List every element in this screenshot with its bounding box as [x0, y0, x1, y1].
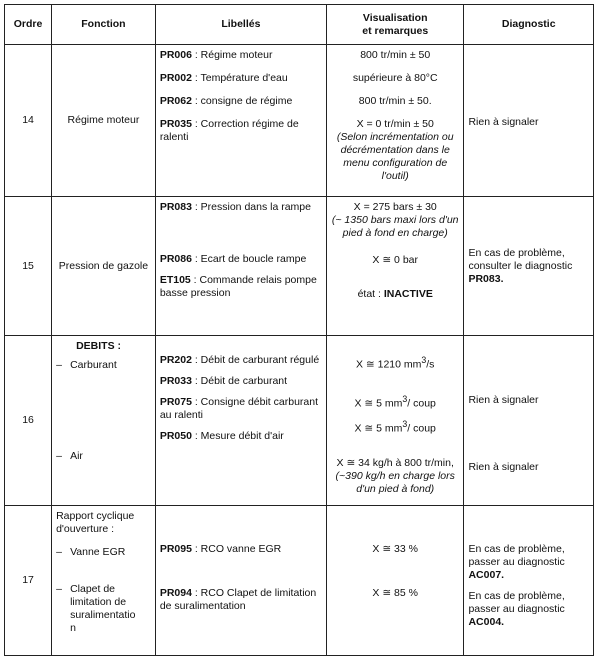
fonction-sub-item: Vanne EGR — [70, 546, 126, 558]
diagnostic-cell — [464, 506, 594, 656]
diagnostic-table-page — [4, 4, 594, 656]
param-value — [331, 393, 460, 411]
param-value: supérieure à 80°C — [352, 72, 438, 84]
dash-bullet: – — [56, 359, 62, 371]
diagnostic-cell: Rien à signaler — [464, 45, 594, 197]
value-text: X ≅ 1210 mm — [355, 358, 422, 371]
fonction-heading: DEBITS : — [76, 340, 121, 352]
value-exponent: 3 — [421, 355, 427, 365]
header-visualisation-line2: et remarques — [362, 24, 429, 37]
param-label: : Consigne débit carburant au ralenti — [159, 396, 318, 421]
fonction-sub-item: Carburant — [70, 359, 117, 371]
header-visualisation-line1: Visualisation — [362, 11, 428, 24]
param-value: 800 tr/min ± 50 — [360, 49, 431, 61]
param-value: X ≅ 85 % — [372, 587, 418, 599]
diagnostic-text: En cas de problème, passer au diagnostic — [468, 590, 565, 615]
diagnostic-text: Rien à signaler — [468, 461, 539, 473]
dash-bullet: – — [56, 546, 62, 558]
ordre-cell: 15 — [5, 197, 52, 336]
header-fonction: Fonction — [52, 5, 156, 45]
ordre-cell: 14 — [5, 45, 52, 197]
param-label: : Commande relais pompe basse pression — [159, 274, 317, 299]
value-exponent: 3 — [402, 393, 408, 404]
table-row — [5, 336, 594, 506]
param-code: PR202 — [159, 354, 192, 366]
fonction-cell: Régime moteur — [52, 45, 156, 197]
fonction-cell — [52, 336, 156, 506]
param-label: : Régime moteur — [191, 49, 273, 61]
value-unit: / coup — [407, 422, 436, 435]
visualisation-cell — [326, 197, 464, 336]
diagnostic-table — [4, 4, 594, 656]
param-code: PR086 — [159, 253, 192, 265]
param-code: ET105 — [159, 274, 191, 286]
param-value — [331, 288, 460, 301]
param-code: PR083 — [159, 201, 192, 213]
visualisation-cell — [326, 336, 464, 506]
table-row — [5, 197, 594, 336]
param-value: X = 0 tr/min ± 50 — [356, 118, 434, 130]
visualisation-cell — [326, 45, 464, 197]
param-code: PR094 — [159, 587, 192, 599]
state-value: INACTIVE — [383, 288, 433, 300]
param-code: PR050 — [159, 430, 192, 442]
table-row — [5, 45, 594, 197]
param-value: X ≅ 33 % — [372, 543, 418, 555]
header-ordre: Ordre — [5, 5, 52, 45]
param-value — [331, 418, 460, 436]
diagnostic-cell — [464, 336, 594, 506]
value-unit: /s — [426, 358, 435, 371]
value-unit: / coup — [407, 397, 436, 409]
diagnostic-entry — [468, 590, 589, 629]
param-label: : Débit de carburant régulé — [191, 354, 320, 366]
param-code: PR033 — [159, 375, 192, 387]
diagnostic-text: Rien à signaler — [468, 394, 539, 406]
ordre-cell: 16 — [5, 336, 52, 506]
state-prefix: état : — [357, 288, 384, 300]
param-remark: (~390 kg/h en charge lors d'un pied à fond) — [335, 469, 455, 495]
header-visualisation — [326, 5, 464, 45]
header-libelles: Libellés — [155, 5, 326, 45]
param-code: PR002 — [159, 72, 192, 84]
param-label: : Débit de carburant — [191, 375, 288, 387]
value-text: X ≅ 5 mm — [354, 422, 403, 435]
param-value — [331, 354, 460, 372]
param-label: : consigne de régime — [191, 95, 293, 107]
param-code: PR035 — [159, 118, 192, 130]
param-code: PR062 — [159, 95, 192, 107]
param-value: 800 tr/min ± 50. — [358, 95, 432, 107]
libelles-cell — [155, 197, 326, 336]
param-label: : RCO Clapet de limitation de suralimentation — [159, 587, 317, 612]
fonction-cell: Pression de gazole — [52, 197, 156, 336]
param-remark: (Selon incrémentation ou décrémentation dans le menu configuration de l'outil) — [336, 131, 454, 182]
header-diagnostic: Diagnostic — [464, 5, 594, 45]
param-value: X ≅ 0 bar — [372, 254, 418, 266]
param-label: : Correction régime de ralenti — [159, 118, 299, 143]
diagnostic-text: En cas de problème, consulter le diagnostic — [468, 246, 573, 272]
param-remark: (~ 1350 bars maxi lors d'un pied à fond en charge) — [331, 214, 459, 239]
fonction-cell — [52, 506, 156, 656]
param-code: PR075 — [159, 396, 192, 408]
diagnostic-ref: PR083. — [468, 272, 504, 285]
param-code: PR095 — [159, 543, 192, 555]
table-row — [5, 506, 594, 656]
libelles-cell — [155, 506, 326, 656]
param-value: X ≅ 34 kg/h à 800 tr/min, — [336, 456, 454, 469]
param-label: : Mesure débit d'air — [191, 430, 284, 442]
dash-bullet: – — [56, 583, 62, 595]
visualisation-cell — [326, 506, 464, 656]
fonction-sub-item: Air — [70, 450, 83, 462]
ordre-cell: 17 — [5, 506, 52, 656]
diagnostic-entry — [468, 543, 589, 582]
param-label: : RCO vanne EGR — [191, 543, 282, 555]
header-row — [5, 5, 594, 45]
param-code: PR006 — [159, 49, 192, 61]
diagnostic-text: En cas de problème, passer au diagnostic — [468, 543, 565, 568]
libelles-cell — [155, 45, 326, 197]
libelles-cell — [155, 336, 326, 506]
param-label: : Température d'eau — [191, 72, 288, 84]
fonction-sub-item: Clapet de limitation de suralimentatio n — [70, 583, 136, 634]
value-text: X ≅ 5 mm — [354, 397, 403, 409]
param-value: X = 275 bars ± 30 — [353, 201, 437, 213]
fonction-heading: Rapport cyclique d'ouverture : — [56, 510, 135, 535]
diagnostic-ref: AC007. — [468, 569, 505, 581]
param-label: : Pression dans la rampe — [191, 201, 311, 213]
param-label: : Ecart de boucle rampe — [191, 253, 307, 265]
dash-bullet: – — [56, 450, 62, 462]
diagnostic-ref: AC004. — [468, 616, 505, 628]
value-exponent: 3 — [402, 419, 408, 429]
diagnostic-cell — [464, 197, 594, 336]
